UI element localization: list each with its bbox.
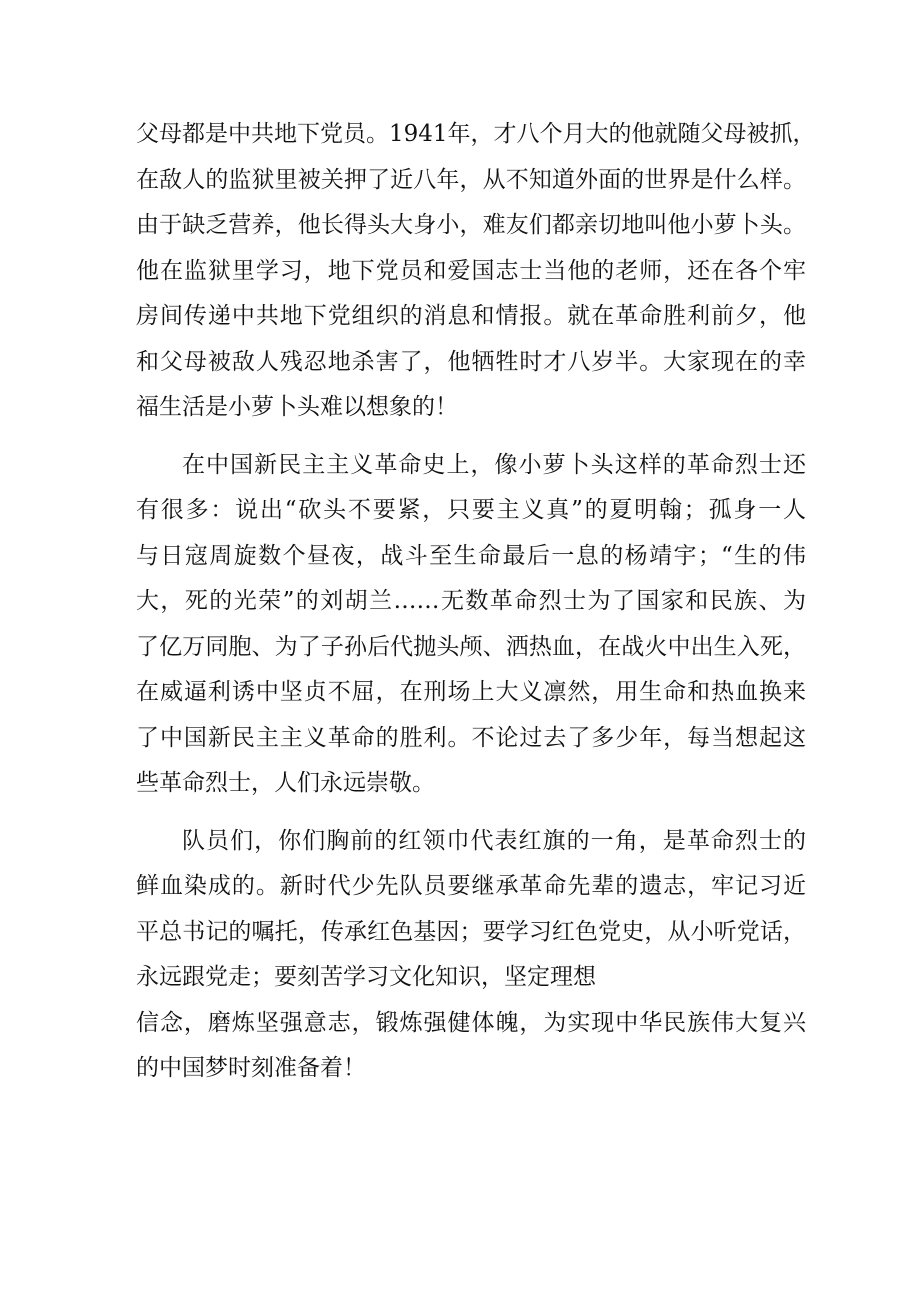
text-line: 与日寇周旋数个昼夜，战斗至生命最后一息的杨靖宇；“生的伟	[136, 542, 806, 569]
text-line: 了亿万同胞、为了子孙后代抛头颅、洒热血，在战火中出生入死，	[136, 633, 806, 660]
text-line: 的中国梦时刻准备着！	[136, 1055, 366, 1081]
text-line: 有很多：说出“砍头不要紧，只要主义真”的夏明翰；孤身一人	[136, 497, 806, 523]
document-body	[136, 112, 816, 1092]
paragraph-2	[136, 443, 806, 807]
text-line: 队员们，你们胸前的红领巾代表红旗的一角，是革命烈士的	[182, 827, 806, 854]
text-line: 大，死的光荣”的刘胡兰……无数革命烈士为了国家和民族、为	[136, 588, 806, 614]
paragraph-3	[136, 819, 806, 1092]
paragraph-spacer	[136, 431, 806, 443]
paragraph-spacer	[136, 807, 806, 819]
text-line: 房间传递中共地下党组织的消息和情报。就在革命胜利前夕，他	[136, 303, 806, 329]
text-line: 些革命烈士，人们永远崇敬。	[136, 770, 435, 796]
text-line: 他在监狱里学习，地下党员和爱国志士当他的老师，还在各个牢	[136, 257, 806, 284]
text-line: 信念，磨炼坚强意志，锻炼强健体魄，为实现中华民族伟大复兴	[136, 1009, 806, 1036]
text-line: 福生活是小萝卜头难以想象的！	[136, 394, 458, 420]
text-line: 在中国新民主主义革命史上，像小萝卜头这样的革命烈士还	[182, 451, 806, 478]
text-line: 由于缺乏营养，他长得头大身小，难友们都亲切地叫他小萝卜头。	[136, 212, 806, 238]
text-line: 和父母被敌人残忍地杀害了，他牺牲时才八岁半。大家现在的幸	[136, 348, 806, 375]
text-line: 父母都是中共地下党员。1941年，才八个月大的他就随父母被抓，	[136, 121, 816, 147]
text-line: 鲜血染成的。新时代少先队员要继承革命先辈的遗志，牢记习近	[136, 873, 806, 899]
text-line: 在敌人的监狱里被关押了近八年，从不知道外面的世界是什么样。	[136, 166, 806, 193]
paragraph-1	[136, 112, 816, 431]
text-line: 在威逼利诱中坚贞不屈，在刑场上大义凛然，用生命和热血换来	[136, 679, 806, 705]
text-line: 了中国新民主主义革命的胜利。不论过去了多少年，每当想起这	[136, 724, 806, 751]
text-line: 平总书记的嘱托，传承红色基因；要学习红色党史，从小听党话，	[136, 918, 806, 945]
text-line: 永远跟党走；要刻苦学习文化知识，坚定理想	[136, 964, 596, 990]
